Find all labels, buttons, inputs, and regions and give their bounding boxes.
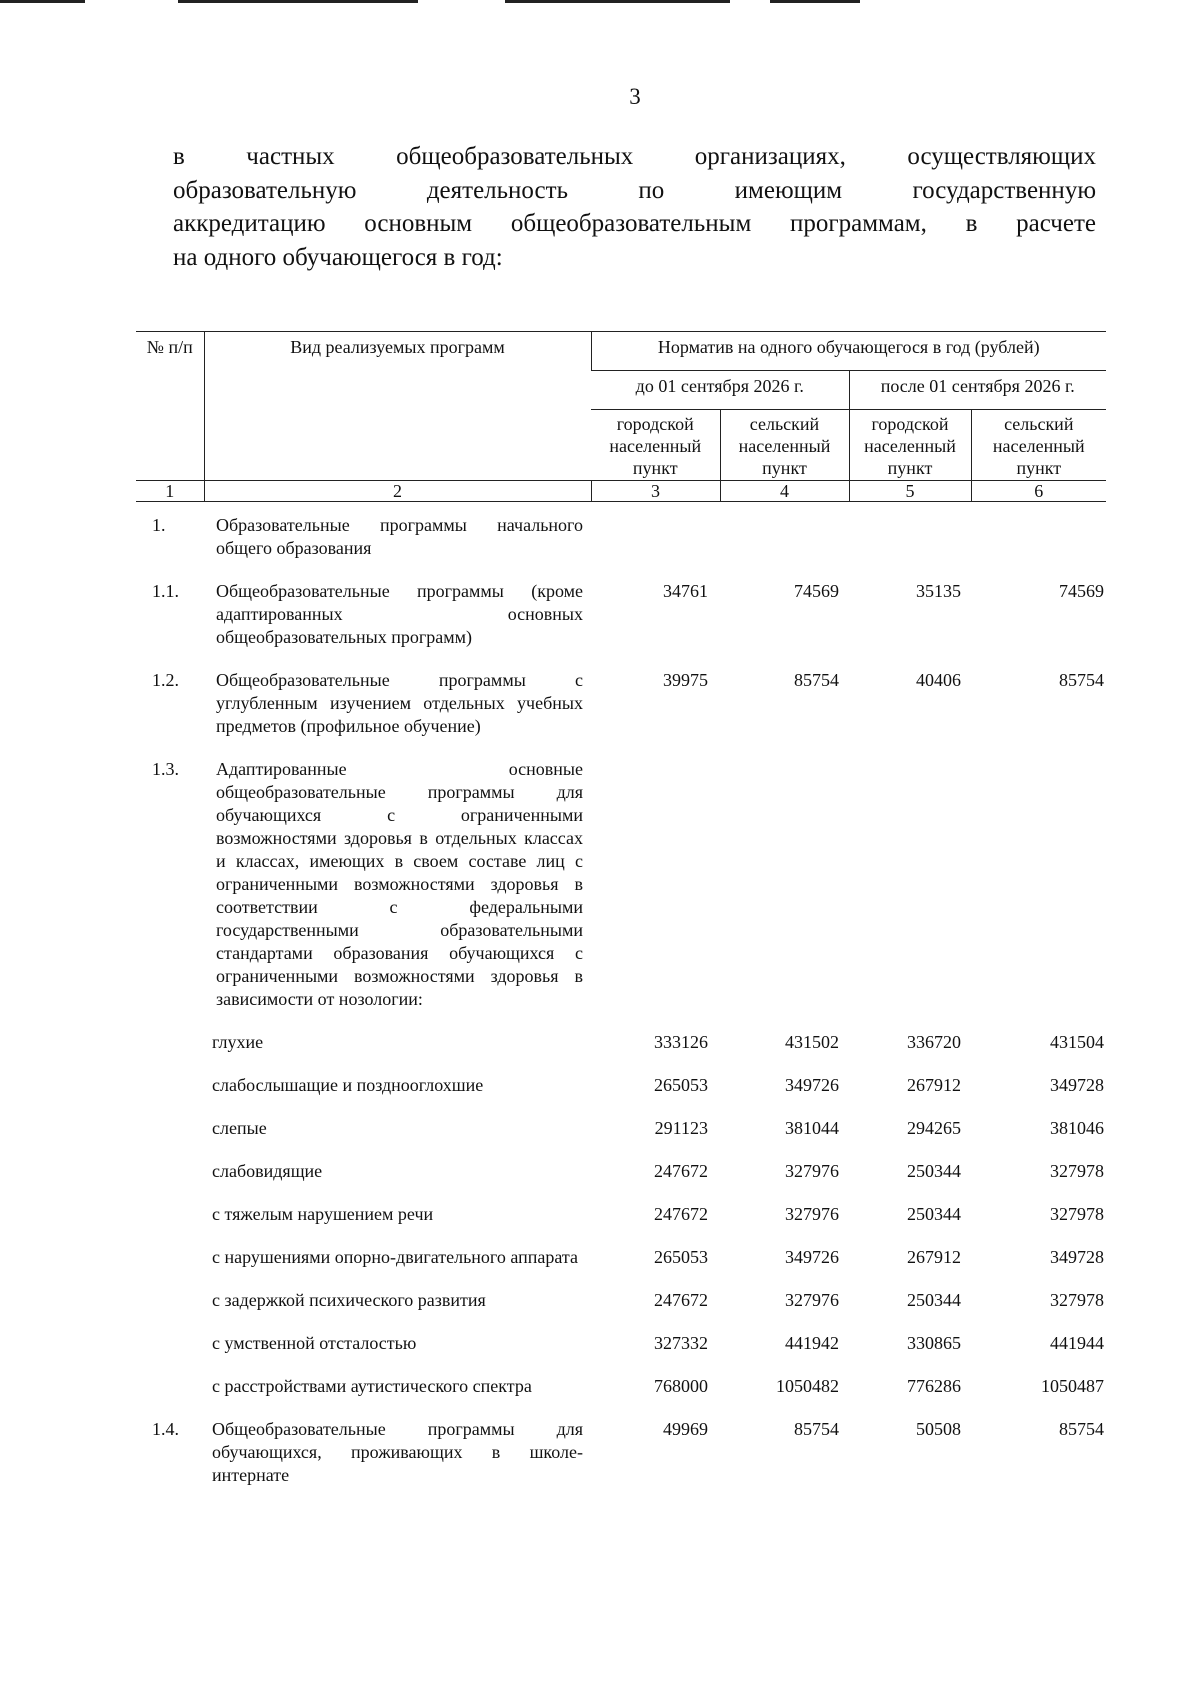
value-rural-after: 381046 xyxy=(1050,1118,1105,1138)
table-row xyxy=(136,502,1106,581)
value-urban-after: 40406 xyxy=(916,670,961,690)
value-rural-before: 74569 xyxy=(794,581,839,601)
row-code xyxy=(136,1332,204,1375)
value-rural-after: 1050487 xyxy=(1041,1376,1105,1396)
scan-edge-mark xyxy=(770,0,860,3)
header-urban: городской населенный пункт xyxy=(591,410,720,481)
header-num: № п/п xyxy=(136,332,204,481)
value-rural-before xyxy=(720,758,849,1031)
row-code xyxy=(136,1289,204,1332)
row-code xyxy=(136,1117,204,1160)
value-urban-before: 39975 xyxy=(663,670,708,690)
value-rural-after: 85754 xyxy=(1059,670,1105,690)
value-rural-before: 1050482 xyxy=(776,1376,839,1396)
row-name: Адаптированные основные общеобразовательные программы для обучающихся с ограниченными возможностями здоровья в отдельных классах и классах, имеющих в своем составе лиц с ограниченными возможностями здоровья в соответствии с федеральными государственными образовательными стандартами образования обучающихся с ограниченными возможностями здоровья в зависимости от нозологии: xyxy=(216,759,583,1009)
table-row xyxy=(136,1418,1106,1487)
value-rural-after: 327978 xyxy=(1050,1161,1105,1181)
value-urban-after: 35135 xyxy=(916,581,961,601)
header-after-date: после 01 сентября 2026 г. xyxy=(849,371,1106,410)
column-number: 6 xyxy=(971,481,1106,502)
header-before-date: до 01 сентября 2026 г. xyxy=(591,371,849,410)
row-code: 1.4. xyxy=(152,1419,179,1439)
table-row xyxy=(136,1117,1106,1160)
table-row xyxy=(136,580,1106,669)
row-code xyxy=(136,1203,204,1246)
header-rural: сельский населенный пункт xyxy=(720,410,849,481)
table-row xyxy=(136,1074,1106,1117)
column-number: 5 xyxy=(849,481,971,502)
value-urban-before: 333126 xyxy=(654,1032,708,1052)
row-name: с тяжелым нарушением речи xyxy=(212,1204,434,1224)
value-urban-before: 327332 xyxy=(654,1333,708,1353)
row-name: глухие xyxy=(212,1032,264,1052)
header-normative: Норматив на одного обучающегося в год (рублей) xyxy=(591,332,1106,371)
row-name: Общеобразовательные программы (кроме адаптированных основных общеобразовательных программ) xyxy=(216,581,583,647)
value-urban-after: 267912 xyxy=(907,1247,961,1267)
value-urban-after: 336720 xyxy=(907,1032,961,1052)
table-row xyxy=(136,1031,1106,1074)
value-urban-after: 250344 xyxy=(907,1204,961,1224)
row-name: слабослышащие и позднооглохшие xyxy=(212,1075,484,1095)
row-code xyxy=(136,1246,204,1289)
row-code: 1. xyxy=(152,515,166,535)
value-rural-before: 327976 xyxy=(785,1290,839,1310)
value-rural-before: 441942 xyxy=(785,1333,839,1353)
table-row xyxy=(136,1160,1106,1203)
value-rural-after: 349728 xyxy=(1050,1075,1105,1095)
table-row xyxy=(136,758,1106,1031)
value-urban-before: 247672 xyxy=(654,1290,708,1310)
value-rural-before: 381044 xyxy=(785,1118,839,1138)
table-row xyxy=(136,1203,1106,1246)
value-rural-before: 327976 xyxy=(785,1161,839,1181)
value-urban-before: 265053 xyxy=(654,1247,708,1267)
normative-table xyxy=(136,331,1106,1487)
value-rural-after: 327978 xyxy=(1050,1290,1105,1310)
row-name: с задержкой психического развития xyxy=(212,1290,486,1310)
intro-line: на одного обучающегося в год: xyxy=(173,243,503,271)
row-name: с расстройствами аутистического спектра xyxy=(212,1376,532,1396)
column-number: 1 xyxy=(136,481,204,502)
row-code: 1.3. xyxy=(152,759,179,779)
value-rural-before: 85754 xyxy=(794,1419,839,1439)
row-code xyxy=(136,1074,204,1117)
column-number: 2 xyxy=(204,481,591,502)
value-urban-before xyxy=(591,758,720,1031)
value-rural-before: 85754 xyxy=(794,670,839,690)
column-number: 3 xyxy=(591,481,720,502)
value-rural-after: 441944 xyxy=(1050,1333,1105,1353)
value-rural-before: 349726 xyxy=(785,1247,839,1267)
value-urban-before: 34761 xyxy=(663,581,708,601)
value-rural-after: 85754 xyxy=(1059,1419,1105,1439)
value-urban-after: 50508 xyxy=(916,1419,961,1439)
intro-line: образовательную деятельность по имеющим государственную xyxy=(173,176,1096,204)
scan-edge-mark xyxy=(505,0,730,3)
header-rural: сельский населенный пункт xyxy=(971,410,1106,481)
value-urban-after: 250344 xyxy=(907,1161,961,1181)
header-program-type: Вид реализуемых программ xyxy=(204,332,591,481)
row-code: 1.2. xyxy=(152,670,179,690)
table-row xyxy=(136,1332,1106,1375)
page-number: 3 xyxy=(629,84,641,109)
value-rural-before: 431502 xyxy=(785,1032,839,1052)
row-code xyxy=(136,1031,204,1074)
table-row xyxy=(136,1289,1106,1332)
table-row xyxy=(136,1246,1106,1289)
row-name: Общеобразовательные программы с углубленным изучением отдельных учебных предметов (профильное обучение) xyxy=(216,670,583,736)
value-rural-after: 74569 xyxy=(1059,581,1105,601)
value-rural-before xyxy=(720,502,849,581)
intro-paragraph xyxy=(173,140,1096,274)
value-urban-after: 330865 xyxy=(907,1333,961,1353)
value-urban-after xyxy=(849,502,971,581)
row-name: слабовидящие xyxy=(212,1161,323,1181)
header-urban: городской населенный пункт xyxy=(849,410,971,481)
scan-edge-mark xyxy=(178,0,418,3)
value-urban-after xyxy=(849,758,971,1031)
value-rural-after xyxy=(971,502,1106,581)
table-row xyxy=(136,1375,1106,1418)
value-rural-after xyxy=(971,758,1106,1031)
value-rural-after: 327978 xyxy=(1050,1204,1105,1224)
intro-line: аккредитацию основным общеобразовательным программам, в расчете xyxy=(173,210,1096,237)
row-name: Общеобразовательные программы для обучающихся, проживающих в школе-интернате xyxy=(212,1419,583,1485)
row-code xyxy=(136,1160,204,1203)
column-number: 4 xyxy=(720,481,849,502)
row-name: слепые xyxy=(212,1118,267,1138)
value-urban-after: 267912 xyxy=(907,1075,961,1095)
row-name: с нарушениями опорно-двигательного аппарата xyxy=(212,1247,578,1267)
value-urban-before: 49969 xyxy=(663,1419,708,1439)
value-urban-before: 247672 xyxy=(654,1161,708,1181)
intro-line: в частных общеобразовательных организациях, осуществляющих xyxy=(173,143,1096,170)
value-urban-after: 776286 xyxy=(907,1376,961,1396)
value-urban-before xyxy=(591,502,720,581)
value-urban-after: 250344 xyxy=(907,1290,961,1310)
value-urban-before: 247672 xyxy=(654,1204,708,1224)
value-rural-before: 349726 xyxy=(785,1075,839,1095)
value-urban-before: 768000 xyxy=(654,1376,708,1396)
row-code: 1.1. xyxy=(152,581,179,601)
row-name: с умственной отсталостью xyxy=(212,1333,417,1353)
scan-edge-mark xyxy=(0,0,85,3)
value-urban-before: 265053 xyxy=(654,1075,708,1095)
table-row xyxy=(136,669,1106,758)
value-urban-before: 291123 xyxy=(654,1118,708,1138)
value-rural-after: 431504 xyxy=(1050,1032,1105,1052)
value-urban-after: 294265 xyxy=(907,1118,961,1138)
row-code xyxy=(136,1375,204,1418)
value-rural-after: 349728 xyxy=(1050,1247,1105,1267)
row-name: Образовательные программы начального общего образования xyxy=(216,515,583,558)
value-rural-before: 327976 xyxy=(785,1204,839,1224)
